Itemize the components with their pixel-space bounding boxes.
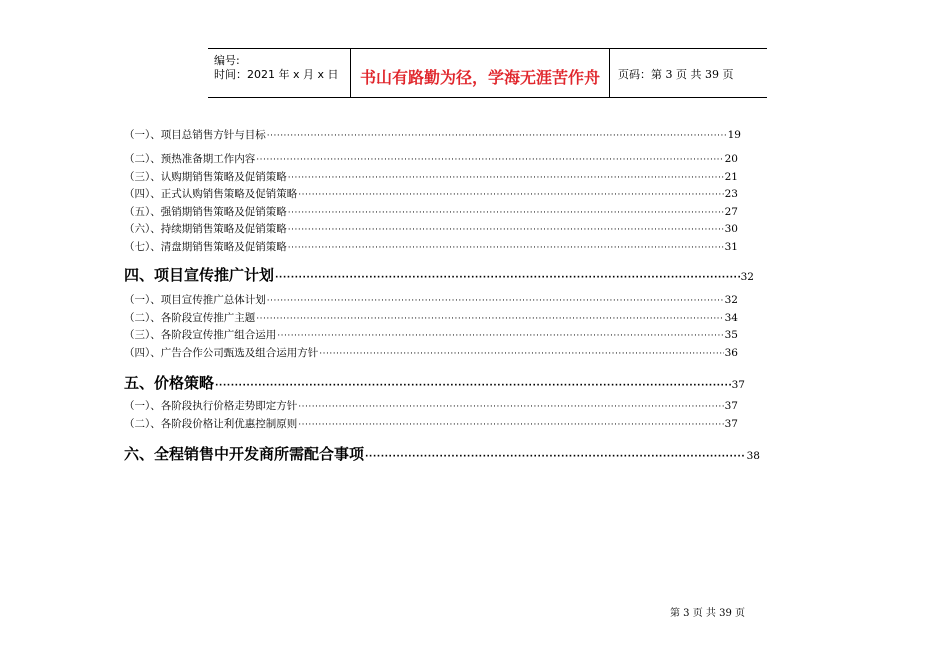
toc-leader-dots [215, 381, 731, 391]
toc-leader-dots [277, 331, 723, 341]
toc-entry-title: （一）、项目宣传推广总体计划 [124, 294, 266, 306]
toc-entry[interactable] [124, 327, 738, 343]
page-footer: 第 3 页 共 39 页 [670, 608, 745, 619]
toc-chapter-entry[interactable] [124, 372, 745, 394]
header-table [208, 48, 767, 98]
toc-entry-title: （三）、各阶段宣传推广组合运用 [124, 329, 277, 341]
toc-entry-page: 19 [727, 129, 741, 141]
toc-entry-title: （三）、认购期销售策略及促销策略 [124, 171, 287, 183]
toc-entry-title: 六、全程销售中开发商所需配合事项 [124, 445, 365, 463]
toc-entry[interactable] [124, 398, 738, 414]
toc-entry-page: 31 [724, 241, 738, 253]
toc-leader-dots [256, 314, 723, 324]
toc-entry-title: （五）、强销期销售策略及促销策略 [124, 206, 287, 218]
toc-entry-page: 36 [724, 347, 738, 359]
toc-leader-dots [365, 452, 746, 462]
toc-entry-page: 34 [724, 312, 738, 324]
toc-entry-page: 32 [740, 271, 754, 283]
toc-entry-page: 32 [724, 294, 738, 306]
toc-entry-page: 20 [724, 153, 738, 165]
toc-entry[interactable] [124, 221, 738, 237]
toc-entry-page: 37 [724, 400, 738, 412]
toc-entry[interactable] [124, 204, 738, 220]
toc-leader-dots [288, 208, 724, 218]
toc-entry-page: 38 [746, 450, 760, 462]
toc-entry-title: （二）、预热准备期工作内容 [124, 153, 256, 165]
toc-entry-page: 37 [724, 418, 738, 430]
toc-entry-page: 37 [731, 379, 745, 391]
toc-entry[interactable] [124, 292, 738, 308]
header-motto-cell [351, 49, 610, 97]
motto-text: 书山有路勤为径，学海无涯苦作舟 [359, 68, 600, 87]
toc-entry[interactable] [124, 151, 738, 167]
toc-entry-title: （二）、各阶段价格让利优惠控制原则 [124, 418, 298, 430]
toc-entry-title: （二）、各阶段宣传推广主题 [124, 312, 256, 324]
toc-entry-page: 30 [724, 223, 738, 235]
toc-entry-title: （一）、项目总销售方针与目标 [124, 129, 266, 141]
toc-leader-dots [256, 155, 723, 165]
toc-entry-title: 五、价格策略 [124, 374, 215, 392]
toc-entry[interactable] [124, 186, 738, 202]
toc-entry-page: 21 [724, 171, 738, 183]
page-code: 页码：第 3 页 共 39 页 [618, 68, 734, 81]
toc-leader-dots [298, 190, 723, 200]
header-info-cell [208, 49, 351, 97]
toc-entry[interactable] [124, 239, 738, 255]
toc-entry[interactable] [124, 345, 738, 361]
number-label: 编号: [214, 54, 240, 67]
toc-leader-dots [288, 173, 724, 183]
toc-entry-title: 四、项目宣传推广计划 [124, 266, 275, 284]
toc-entry-title: （四）、正式认购销售策略及促销策略 [124, 188, 298, 200]
toc-entry-title: （六）、持续期销售策略及促销策略 [124, 223, 287, 235]
toc-leader-dots [267, 296, 724, 306]
toc-leader-dots [288, 243, 724, 253]
toc-entry-title: （四）、广告合作公司甄选及组合运用方针 [124, 347, 319, 359]
toc-leader-dots [298, 402, 723, 412]
toc-entry[interactable] [124, 310, 738, 326]
toc-entry-page: 35 [724, 329, 738, 341]
toc-leader-dots [319, 349, 723, 359]
header-page-cell [610, 49, 767, 97]
toc-entry[interactable] [124, 416, 738, 432]
toc-leader-dots [275, 273, 740, 283]
toc-entry-page: 27 [724, 206, 738, 218]
toc-leader-dots [267, 131, 727, 141]
toc-entry[interactable] [124, 169, 738, 185]
toc-entry-page: 23 [724, 188, 738, 200]
toc-chapter-entry[interactable] [124, 264, 754, 286]
toc-leader-dots [298, 420, 723, 430]
toc-entry-title: （七）、清盘期销售策略及促销策略 [124, 241, 287, 253]
toc-chapter-entry[interactable] [124, 443, 760, 465]
toc-leader-dots [288, 225, 724, 235]
toc-entry[interactable] [124, 127, 741, 143]
toc-entry-title: （一）、各阶段执行价格走势即定方针 [124, 400, 298, 412]
time-label: 时间：2021 年 x 月 x 日 [214, 68, 339, 81]
